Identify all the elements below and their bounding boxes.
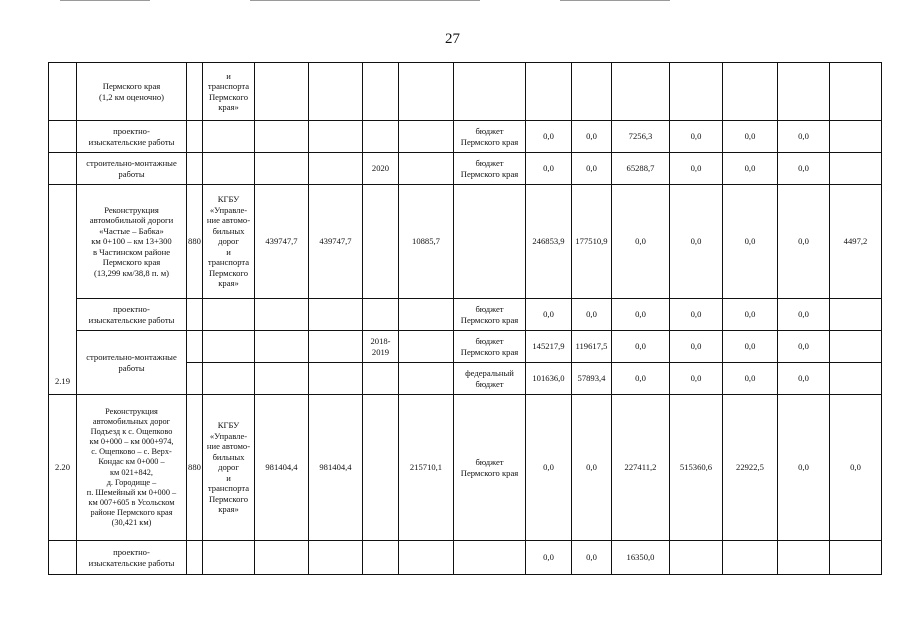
code-cell: 880 xyxy=(187,185,203,299)
empty-cell xyxy=(526,63,572,121)
cost-cell: 981404,4 xyxy=(255,395,309,541)
value-cell: 0,0 xyxy=(612,331,670,363)
work-type-cell: строительно-монтажные работы xyxy=(77,153,187,185)
value-cell: 0,0 xyxy=(723,121,778,153)
value-cell: 0,0 xyxy=(612,363,670,395)
value-cell: 0,0 xyxy=(670,299,723,331)
value-cell: 65288,7 xyxy=(612,153,670,185)
empty-cell xyxy=(723,63,778,121)
empty-cell xyxy=(309,363,363,395)
empty-cell xyxy=(830,63,882,121)
empty-cell xyxy=(187,121,203,153)
empty-cell xyxy=(187,299,203,331)
funding-source-cell: бюджет Пермского края xyxy=(454,395,526,541)
empty-cell xyxy=(363,121,399,153)
empty-cell xyxy=(670,541,723,575)
object-name-cell: Пермского края (1,2 км оценочно) xyxy=(77,63,187,121)
value-cell: 0,0 xyxy=(572,153,612,185)
empty-cell xyxy=(255,541,309,575)
value-cell: 0,0 xyxy=(723,331,778,363)
value-cell: 0,0 xyxy=(612,185,670,299)
object-name-cell: Реконструкция автомобильной дороги «Частые – Бабка» км 0+100 – км 13+300 в Частинском районе Пермского края (13,299 км/38,8 п. м) xyxy=(77,185,187,299)
funding-source-cell: бюджет Пермского края xyxy=(454,153,526,185)
value-cell: 515360,6 xyxy=(670,395,723,541)
value-cell: 7256,3 xyxy=(612,121,670,153)
empty-cell xyxy=(203,153,255,185)
page-number: 27 xyxy=(445,31,460,47)
funding-source-cell: федеральный бюджет xyxy=(454,363,526,395)
executor-cell: КГБУ «Управле- ние автомо- бильных дорог и транспорта Пермского края» xyxy=(203,395,255,541)
value-cell: 0,0 xyxy=(572,121,612,153)
value-cell: 0,0 xyxy=(778,153,830,185)
row-number-cell xyxy=(49,541,77,575)
funding-source-cell: бюджет Пермского края xyxy=(454,331,526,363)
work-type-cell: проектно- изыскательские работы xyxy=(77,121,187,153)
table-row xyxy=(49,63,882,121)
value-cell: 0,0 xyxy=(526,395,572,541)
value-cell: 0,0 xyxy=(670,121,723,153)
empty-cell xyxy=(399,153,454,185)
empty-cell xyxy=(454,185,526,299)
empty-cell xyxy=(670,63,723,121)
item-number-cell: 2.20 xyxy=(49,395,77,541)
item-number-cell: 2.19 xyxy=(49,185,77,395)
value-cell: 0,0 xyxy=(572,299,612,331)
value-cell: 0,0 xyxy=(526,299,572,331)
empty-cell xyxy=(187,331,203,363)
empty-cell xyxy=(187,63,203,121)
empty-cell xyxy=(255,63,309,121)
empty-cell xyxy=(399,331,454,363)
empty-cell xyxy=(187,363,203,395)
code-cell: 880 xyxy=(187,395,203,541)
empty-cell xyxy=(255,331,309,363)
empty-cell xyxy=(830,541,882,575)
empty-cell xyxy=(309,331,363,363)
empty-cell xyxy=(203,541,255,575)
scan-top-rule-left xyxy=(60,0,150,1)
empty-cell xyxy=(399,299,454,331)
empty-cell xyxy=(454,541,526,575)
value-cell: 0,0 xyxy=(723,299,778,331)
empty-cell xyxy=(309,153,363,185)
empty-cell xyxy=(830,331,882,363)
empty-cell xyxy=(778,541,830,575)
empty-cell xyxy=(830,299,882,331)
value-cell: 0,0 xyxy=(572,395,612,541)
empty-cell xyxy=(830,363,882,395)
value-cell: 0,0 xyxy=(778,185,830,299)
empty-cell xyxy=(255,363,309,395)
funding-source-cell: бюджет Пермского края xyxy=(454,299,526,331)
executor-cell: и транспорта Пермского края» xyxy=(203,63,255,121)
value-cell: 0,0 xyxy=(723,153,778,185)
value-cell: 0,0 xyxy=(778,299,830,331)
value-cell: 0,0 xyxy=(778,331,830,363)
value-cell: 0,0 xyxy=(830,395,882,541)
value-cell: 0,0 xyxy=(526,153,572,185)
value-cell: 0,0 xyxy=(670,153,723,185)
empty-cell xyxy=(203,121,255,153)
value-cell: 0,0 xyxy=(723,363,778,395)
executor-cell: КГБУ «Управле- ние автомо- бильных дорог и транспорта Пермского края» xyxy=(203,185,255,299)
table-row xyxy=(49,153,882,185)
empty-cell xyxy=(255,299,309,331)
object-name-cell: Реконструкция автомобильных дорог Подъезд к с. Ощепково км 0+000 – км 000+974, с. Ощепково – с. Верх- Кондас км 0+000 – км 021+842, д. Городище – п. Шемейный км 0+000 – км 007+605 в Усольском районе Пермского края (30,421 км) xyxy=(77,395,187,541)
empty-cell xyxy=(309,541,363,575)
value-cell: 0,0 xyxy=(670,185,723,299)
value-cell: 22922,5 xyxy=(723,395,778,541)
empty-cell xyxy=(830,121,882,153)
work-type-cell: проектно- изыскательские работы xyxy=(77,541,187,575)
row-number-cell xyxy=(49,63,77,121)
investment-program-table xyxy=(48,62,882,575)
empty-cell xyxy=(363,363,399,395)
value-cell: 0,0 xyxy=(723,185,778,299)
empty-cell xyxy=(187,541,203,575)
value-cell: 227411,2 xyxy=(612,395,670,541)
value-cell: 119617,5 xyxy=(572,331,612,363)
empty-cell xyxy=(454,63,526,121)
empty-cell xyxy=(309,299,363,331)
work-type-cell: строительно-монтажные работы xyxy=(77,331,187,395)
value-cell: 0,0 xyxy=(778,395,830,541)
empty-cell xyxy=(399,541,454,575)
empty-cell xyxy=(399,363,454,395)
previous-funding-cell: 215710,1 xyxy=(399,395,454,541)
work-type-cell: проектно- изыскательские работы xyxy=(77,299,187,331)
empty-cell xyxy=(187,153,203,185)
empty-cell xyxy=(830,153,882,185)
empty-cell xyxy=(723,541,778,575)
value-cell: 0,0 xyxy=(526,121,572,153)
empty-cell xyxy=(309,121,363,153)
table-row xyxy=(49,331,882,363)
row-number-cell xyxy=(49,121,77,153)
empty-cell xyxy=(612,63,670,121)
table-row xyxy=(49,541,882,575)
empty-cell xyxy=(203,331,255,363)
empty-cell xyxy=(363,63,399,121)
year-cell: 2018- 2019 xyxy=(363,331,399,363)
value-cell: 0,0 xyxy=(778,363,830,395)
year-cell: 2020 xyxy=(363,153,399,185)
cost-cell: 439747,7 xyxy=(309,185,363,299)
value-cell: 16350,0 xyxy=(612,541,670,575)
value-cell: 57893,4 xyxy=(572,363,612,395)
empty-cell xyxy=(363,395,399,541)
empty-cell xyxy=(363,185,399,299)
value-cell: 0,0 xyxy=(612,299,670,331)
table-row xyxy=(49,121,882,153)
empty-cell xyxy=(778,63,830,121)
row-number-cell xyxy=(49,153,77,185)
empty-cell xyxy=(309,63,363,121)
funding-source-cell: бюджет Пермского края xyxy=(454,121,526,153)
value-cell: 0,0 xyxy=(526,541,572,575)
table-row xyxy=(49,299,882,331)
value-cell: 0,0 xyxy=(778,121,830,153)
empty-cell xyxy=(255,121,309,153)
empty-cell xyxy=(203,363,255,395)
value-cell: 177510,9 xyxy=(572,185,612,299)
empty-cell xyxy=(255,153,309,185)
empty-cell xyxy=(399,63,454,121)
scan-top-rule-right xyxy=(560,0,670,1)
table-row xyxy=(49,395,882,541)
cost-cell: 439747,7 xyxy=(255,185,309,299)
value-cell: 101636,0 xyxy=(526,363,572,395)
empty-cell xyxy=(203,299,255,331)
value-cell: 4497,2 xyxy=(830,185,882,299)
value-cell: 0,0 xyxy=(670,363,723,395)
value-cell: 0,0 xyxy=(670,331,723,363)
value-cell: 145217,9 xyxy=(526,331,572,363)
table-row xyxy=(49,185,882,299)
empty-cell xyxy=(363,541,399,575)
scan-top-rule-mid xyxy=(250,0,480,1)
cost-cell: 981404,4 xyxy=(309,395,363,541)
empty-cell xyxy=(572,63,612,121)
empty-cell xyxy=(363,299,399,331)
value-cell: 0,0 xyxy=(572,541,612,575)
previous-funding-cell: 10885,7 xyxy=(399,185,454,299)
value-cell: 246853,9 xyxy=(526,185,572,299)
empty-cell xyxy=(399,121,454,153)
